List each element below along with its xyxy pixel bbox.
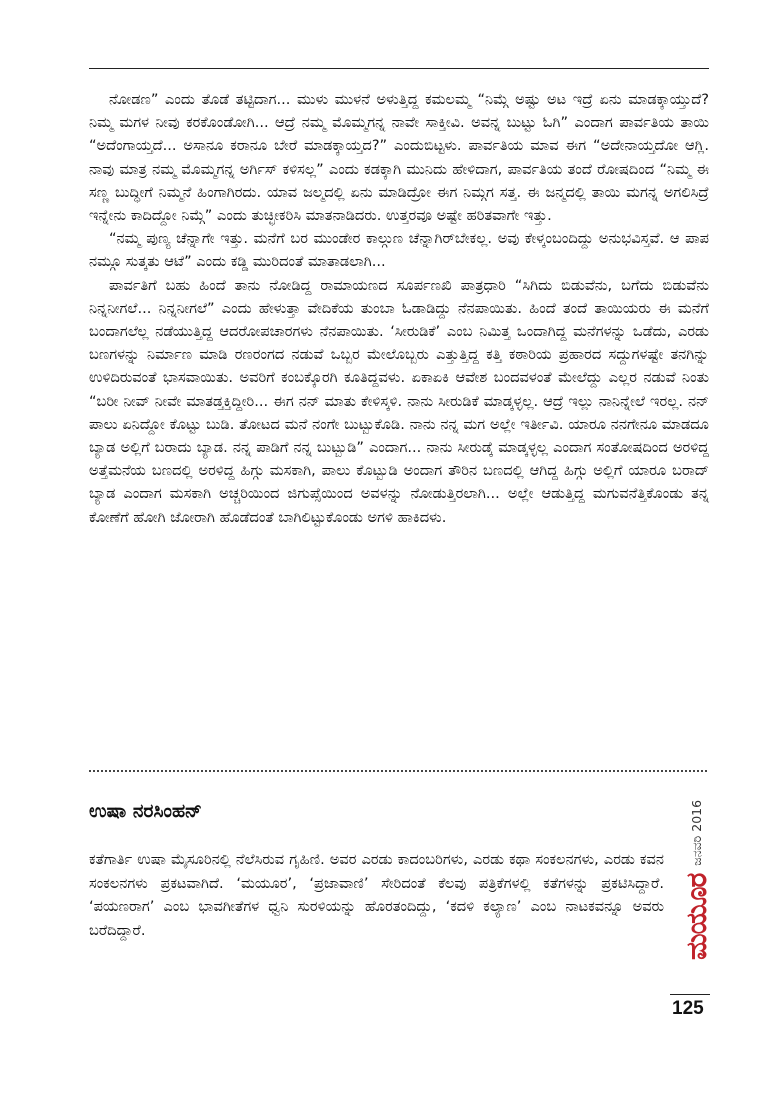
magazine-logo: ಮಯೂರ xyxy=(680,873,713,960)
story-paragraph: “ನಮ್ಮ ಪುಣ್ಯ ಚೆನ್ನಾಗೇ ಇತ್ತು. ಮನೆಗೆ ಬರ ಮುಂಡೇರ ಕಾಲ್ಗುಣ ಚೆನ್ನಾಗಿರ್‌ಬೇಕಲ್ಲ. ಅವು ಕೇಳ್ಕಂಬಂದಿದ್ದು ಅನುಭವಿಸ್ತವೆ. ಆ ಪಾಪ ನಮ್ಗೂ ಸುತ್ಕತು ಆಟೆ” ಎಂದು ಕಡ್ಡಿ ಮುರಿದಂತೆ ಮಾತಾಡಲಾಗಿ... xyxy=(89,230,709,271)
author-bio: ಕತೆಗಾರ್ತಿ ಉಷಾ ಮೈಸೂರಿನಲ್ಲಿ ನೆಲೆಸಿರುವ ಗೃಹಿಣಿ. ಅವರ ಎರಡು ಕಾದಂಬರಿಗಳು, ಎರಡು ಕಥಾ ಸಂಕಲನಗಳು, ಎರಡು ಕವನ ಸಂಕಲನಗಳು ಪ್ರಕಟವಾಗಿದೆ. ‘ಮಯೂರ’, ‘ಪ್ರಜಾವಾಣಿ’ ಸೇರಿದಂತೆ ಕೆಲವು ಪತ್ರಿಕೆಗಳಲ್ಲಿ ಕತೆಗಳನ್ನು ಪ್ರಕಟಿಸಿದ್ದಾರೆ. ‘ಪಯಣರಾಗ’ ಎಂಬ ಭಾವಗೀತೆಗಳ ಧ್ವನಿ ಸುರಳಿಯನ್ನು ಹೊರತಂದಿದ್ದು, ‘ಕದಳಿ ಕಲ್ಯಾಣ’ ಎಂಬ ನಾಟಕವನ್ನೂ ಅವರು ಬರೆದಿದ್ದಾರೆ. xyxy=(89,851,664,939)
story-paragraph: ನೋಡಣ” ಎಂದು ತೊಡೆ ತಟ್ಟಿದಾಗ... ಮುಳು ಮುಳನೆ ಅಳುತ್ತಿದ್ದ ಕಮಲಮ್ಮ “ನಿಮ್ಗೆ ಅಷ್ಟು ಅಟ ಇದ್ರೆ ಏನು ಮಾಡಕ್ಕಾಯ್ತುದೆ? ನಿಮ್ಮ ಮಗಳ ನೀವು ಕರಕೊಂಡೋಗಿ... ಆದ್ರೆ ನಮ್ಮ ಮೊಮ್ಮಗನ್ನ ನಾವೇ ಸಾಕ್ತೀವಿ. ಅವನ್ನ ಬುಟ್ಟು ಓಗಿ” ಎಂದಾಗ ಪಾರ್ವತಿಯ ತಾಯಿ “ಅದೆಂಗಾಯ್ತದೆ... ಅಸಾನೂ ಕರಾನೂ ಬೇರೆ ಮಾಡಕ್ಕಾಯ್ತದ?” ಎಂದುಬಿಟ್ಟಳು. ಪಾರ್ವತಿಯ ಮಾವ ಈಗ “ಅದೇನಾಯ್ತದೋ ಆಗ್ಲಿ. ನಾವು ಮಾತ್ರ ನಮ್ಮ ಮೊಮ್ಮಗನ್ನ ಅರ್ಗಿಸ್ ಕಳಿಸಲ್ಲ” ಎಂದು ಕಡಕ್ಕಾಗಿ ಮುನಿದು ಹೇಳಿದಾಗ, ಪಾರ್ವತಿಯ ತಂದೆ ರೋಷದಿಂದ “ನಿಮ್ಮ ಈ ಸಣ್ಣ ಬುದ್ಧೀಗೆ ನಿಮ್ಮನೆ ಹಿಂಗಾಗಿರದು. ಯಾವ ಜಲ್ಮದಲ್ಲಿ ಏನು ಮಾಡಿದ್ರೋ ಈಗ ನಿಮ್ಗಗ ಸತ್ತ. ಈ ಜನ್ಮದಲ್ಲಿ ತಾಯಿ ಮಗನ್ನ ಅಗಲಿಸಿದ್ರೆ ಇನ್ನೇನು ಕಾದಿದ್ದೋ ನಿಮ್ಗೆ” ಎಂದು ತುಚ್ಛೀಕರಿಸಿ ಮಾತನಾಡಿದರು. ಉತ್ತರವೂ ಅಷ್ಟೇ ಹರಿತವಾಗೇ ಇತ್ತು. xyxy=(89,91,709,225)
story-body xyxy=(89,88,709,529)
story-paragraph: ಪಾರ್ವತಿಗೆ ಬಹು ಹಿಂದೆ ತಾನು ನೋಡಿದ್ದ ರಾಮಾಯಣದ ಸೂರ್ಪಣಖಿ ಪಾತ್ರಧಾರಿ “ಸಿಗಿದು ಬಿಡುವೆನು, ಬಗೆದು ಬಿಡುವೆನು ನಿನ್ನನೀಗಲೆ... ನಿನ್ನನೀಗಲೆ” ಎಂದು ಹೇಳುತ್ತಾ ವೇದಿಕೆಯ ತುಂಬಾ ಓಡಾಡಿದ್ದು ನೆನಪಾಯಿತು. ಹಿಂದೆ ತಂದೆ ತಾಯಿಯರು ಈ ಮನೆಗೆ ಬಂದಾಗಲೆಲ್ಲ ನಡೆಯುತ್ತಿದ್ದ ಆದರೋಪಚಾರಗಳು ನೆನಪಾಯಿತು. ‘ಸೀರುಡಿಕೆ’ ಎಂಬ ನಿಮಿತ್ತ ಒಂದಾಗಿದ್ದ ಮನೆಗಳನ್ನು ಒಡೆದು, ಎರಡು ಬಣಗಳನ್ನು ನಿರ್ಮಾಣ ಮಾಡಿ ರಣರಂಗದ ನಡುವೆ ಒಬ್ಬರ ಮೇಲೊಬ್ಬರು ಎತ್ತುತ್ತಿದ್ದ ಕತ್ತಿ ಕಠಾರಿಯ ಪ್ರಹಾರದ ಸದ್ದುಗಳಷ್ಟೇ ತನಗಿನ್ನು ಉಳಿದಿರುವಂತೆ ಭಾಸವಾಯಿತು. ಅವರಿಗೆ ಕಂಬಕ್ಕೊರಗಿ ಕೂತಿದ್ದವಳು. ಏಕಾಏಕಿ ಆವೇಶ ಬಂದವಳಂತೆ ಮೇಲೆದ್ದು ಎಲ್ಲರ ನಡುವೆ ನಿಂತು “ಬರೀ ನೀವ್ ನೀವೇ ಮಾತಡ್ತಕ್ತಿದ್ದೀರಿ... ಈಗ ನನ್ ಮಾತು ಕೇಳಿಸ್ಕಳಿ. ನಾನು ಸೀರುಡಿಕೆ ಮಾಡ್ಕಳ್ಳಲ್ಲ. ಆದ್ರೆ ಇಲ್ಲು ನಾನಿನ್ನೇಲೆ ಇರಲ್ಲ. ನನ್ ಪಾಲು ಏನಿದ್ದೋ ಕೊಟ್ಟು ಬುಡಿ. ತೋಟದ ಮನೆ ನಂಗೇ ಬುಟ್ಬುಕೊಡಿ. ನಾನು ನನ್ನ ಮಗ ಅಲ್ಲೇ ಇರ್ತೀವಿ. ಯಾರೂ ನನಗೇನೂ ಮಾಡದೂ ಬ್ಯಾಡ ಅಲ್ಲಿಗೆ ಬರಾದು ಬ್ಯಾಡ. ನನ್ನ ಪಾಡಿಗೆ ನನ್ನ ಬುಟ್ಬುಡಿ” ಎಂದಾಗ... ನಾನು ಸೀರುಡ್ಕೆ ಮಾಡ್ಕಳ್ಳಲ್ಲ ಎಂದಾಗ ಸಂತೋಷದಿಂದ ಅರಳಿದ್ದ ಅತ್ತೆಮನೆಯ ಬಣದಲ್ಲಿ ಅರಳಿದ್ದ ಹಿಗ್ಗು ಮಸಕಾಗಿ, ಪಾಲು ಕೊಟ್ಬುಡಿ ಅಂದಾಗ ತೌರಿನ ಬಣದಲ್ಲಿ ಆಗಿದ್ದ ಹಿಗ್ಗು ಅಲ್ಲಿಗೆ ಯಾರೂ ಬರಾದ್ ಬ್ಯಾಡ ಎಂದಾಗ ಮಸಕಾಗಿ ಅಚ್ಚರಿಯಿಂದ ಜಿಗುಪ್ಸೆಯಿಂದ ಅವಳನ್ನು ನೋಡುತ್ತಿರಲಾಗಿ... ಅಲ್ಲೇ ಆಡುತ್ತಿದ್ದ ಮಗುವನೆತ್ತಿಕೊಂಡು ತನ್ನ ಕೋಣೆಗೆ ಹೋಗಿ ಜೋರಾಗಿ ಹೊಡೆದಂತೆ ಬಾಗಿಲಿಟ್ಟುಕೊಂಡು ಅಗಳಿ ಹಾಕಿದಳು. xyxy=(89,276,709,526)
top-rule xyxy=(89,68,709,69)
section-divider xyxy=(89,770,707,772)
page-number: 125 xyxy=(672,998,704,1019)
author-name: ಉಷಾ ನರಸಿಂಹನ್ xyxy=(89,800,202,822)
masthead-strip xyxy=(670,799,713,960)
issue-date: ಜನವರಿ 2016 xyxy=(689,799,704,866)
page-number-rule xyxy=(670,994,710,995)
